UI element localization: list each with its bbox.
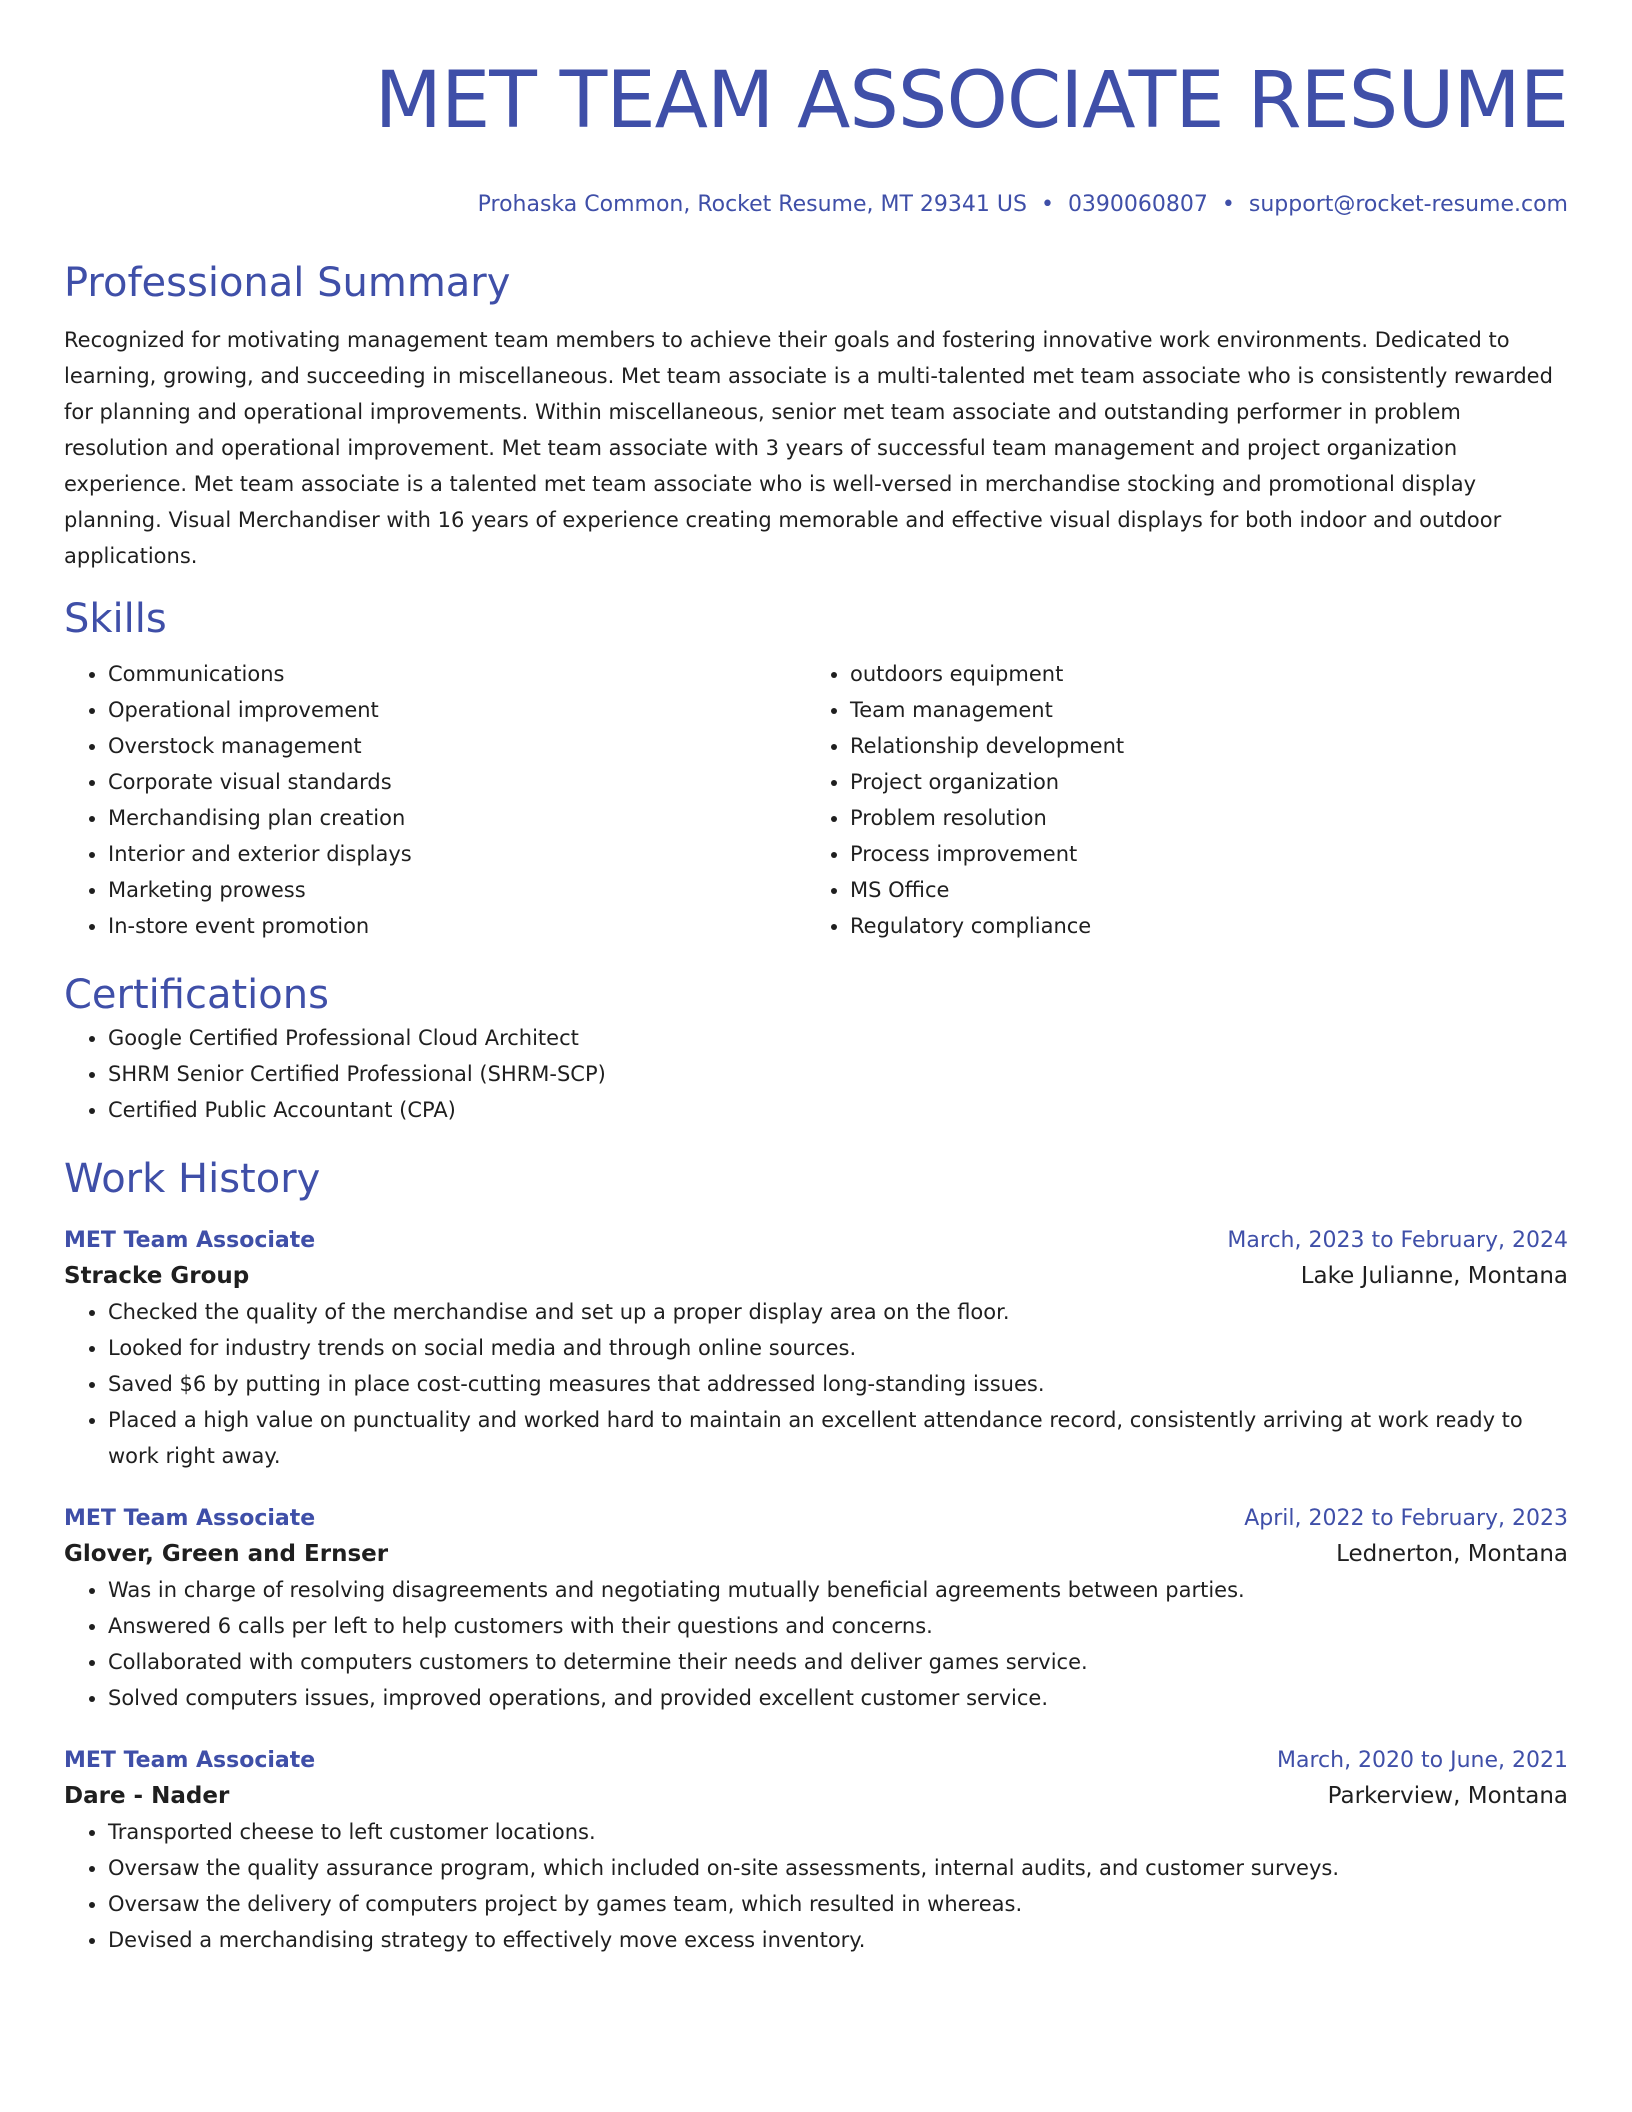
skill-item: • MS Office [850,872,1548,908]
job-header-row [64,1502,1568,1536]
job-title: MET Team Associate [64,1228,316,1253]
skills-grid [64,656,1568,944]
skill-item: • Marketing prowess [108,872,806,908]
job-bullet: • Answered 6 calls per left to help customers with their questions and concerns. [108,1608,1568,1644]
certifications-list [64,1020,1568,1128]
skill-item: • In-store event promotion [108,908,806,944]
contact-phone: 0390060807 [1067,192,1208,217]
job-company-row [64,1778,1568,1814]
summary-heading: Professional Summary [64,260,511,306]
skill-item: • Interior and exterior displays [108,836,806,872]
job-bullet: • Oversaw the delivery of computers project by games team, which resulted in whereas. [108,1886,1568,1922]
job-title: MET Team Associate [64,1748,316,1773]
job-entry [64,1502,1568,1716]
job-location: Lake Julianne, Montana [1300,1263,1568,1289]
job-dates: April, 2022 to February, 2023 [1244,1506,1568,1531]
skill-item: • Corporate visual standards [108,764,806,800]
job-dates: March, 2020 to June, 2021 [1277,1748,1568,1773]
skill-item: • Communications [108,656,806,692]
job-company-row [64,1258,1568,1294]
skill-item: • Relationship development [850,728,1548,764]
job-bullet-list [64,1572,1568,1716]
contact-email[interactable]: support@rocket-resume.com [1248,192,1568,217]
job-header-row [64,1744,1568,1778]
skill-item: • outdoors equipment [850,656,1548,692]
job-company-row [64,1536,1568,1572]
job-bullet: • Checked the quality of the merchandise and set up a proper display area on the floor. [108,1294,1568,1330]
skill-item: • Regulatory compliance [850,908,1548,944]
skills-list-left [64,656,806,944]
skill-item: • Operational improvement [108,692,806,728]
job-header-row [64,1224,1568,1258]
job-company: Dare - Nader [64,1783,230,1809]
job-company: Glover, Green and Ernser [64,1541,389,1567]
contact-line [64,190,1568,220]
job-bullet: • Transported cheese to left customer locations. [108,1814,1568,1850]
job-bullet-list [64,1294,1568,1474]
certification-item: • Google Certified Professional Cloud Architect [108,1020,1568,1056]
job-bullet: • Solved computers issues, improved operations, and provided excellent customer service. [108,1680,1568,1716]
skill-item: • Team management [850,692,1548,728]
contact-separator: • [1040,192,1054,217]
certification-item: • SHRM Senior Certified Professional (SHRM-SCP) [108,1056,1568,1092]
skill-item: • Problem resolution [850,800,1548,836]
skills-column-left [64,656,806,944]
contact-address: Prohaska Common, Rocket Resume, MT 29341 US [477,192,1027,217]
job-bullet: • Devised a merchandising strategy to effectively move excess inventory. [108,1922,1568,1958]
job-entry [64,1744,1568,1958]
resume-title: MET TEAM ASSOCIATE RESUME [374,56,1568,146]
skill-item: • Project organization [850,764,1548,800]
certification-item: • Certified Public Accountant (CPA) [108,1092,1568,1128]
job-bullet: • Saved $6 by putting in place cost-cutting measures that addressed long-standing issues. [108,1366,1568,1402]
contact-separator: • [1221,192,1235,217]
job-location: Lednerton, Montana [1336,1541,1568,1567]
job-company: Stracke Group [64,1263,250,1289]
job-bullet: • Was in charge of resolving disagreements and negotiating mutually beneficial agreements between parties. [108,1572,1568,1608]
job-bullet: • Placed a high value on punctuality and worked hard to maintain an excellent attendance record, consistently arriving at work ready to work right away. [108,1402,1568,1474]
job-location: Parkerview, Montana [1327,1783,1568,1809]
job-bullet: • Looked for industry trends on social media and through online sources. [108,1330,1568,1366]
skills-column-right [806,656,1548,944]
skills-list-right [806,656,1548,944]
job-bullet: • Oversaw the quality assurance program, which included on-site assessments, internal audits, and customer surveys. [108,1850,1568,1886]
job-title: MET Team Associate [64,1506,316,1531]
job-bullet-list [64,1814,1568,1958]
work-history-heading: Work History [64,1156,321,1202]
summary-text: Recognized for motivating management team members to achieve their goals and fostering innovative work environments. Dedicated to learning, growing, and succeeding in miscellaneous. Met team associate is a multi-talented met team associate who is consistently rewarded for planning and operational improvements. Within miscellaneous, senior met team associate and outstanding performer in problem resolution and operational improvement. Met team associate with 3 years of successful team management and project organization experience. Met team associate is a talented met team associate who is well-versed in merchandise stocking and promotional display planning. Visual Merchandiser with 16 years of experience creating memorable and effective visual displays for both indoor and outdoor applications. [64,328,1553,568]
skill-item: • Merchandising plan creation [108,800,806,836]
certifications-heading: Certifications [64,972,329,1018]
job-entry [64,1224,1568,1474]
skills-heading: Skills [64,596,167,642]
job-bullet: • Collaborated with computers customers to determine their needs and deliver games service. [108,1644,1568,1680]
skill-item: • Overstock management [108,728,806,764]
job-dates: March, 2023 to February, 2024 [1227,1228,1568,1253]
skill-item: • Process improvement [850,836,1548,872]
